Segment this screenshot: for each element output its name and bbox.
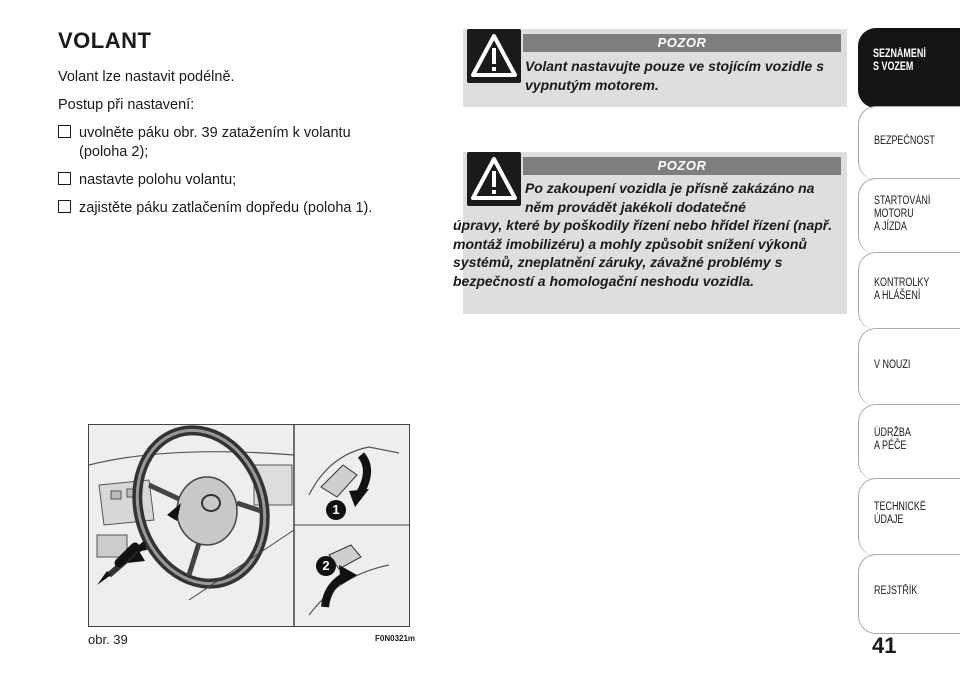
- tab-v-nouzi[interactable]: V NOUZI: [858, 328, 960, 406]
- bullet-item: nastavte polohu volantu;: [58, 171, 379, 190]
- checkbox-bullet-icon: [58, 172, 71, 185]
- tab-technicke-udaje[interactable]: TECHNICKÉ ÚDAJE: [858, 478, 960, 556]
- page-number: 41: [872, 633, 897, 658]
- warning-box: [463, 29, 847, 107]
- checkbox-bullet-icon: [58, 125, 71, 138]
- warning-heading: POZOR: [523, 157, 841, 175]
- checkbox-bullet-icon: [58, 200, 71, 213]
- figure-label: obr. 39: [88, 632, 128, 647]
- chapter-sidebar: [858, 0, 960, 677]
- tab-kontrolky[interactable]: KONTROLKY A HLÁŠENÍ: [858, 252, 960, 330]
- warning-box: [453, 152, 847, 314]
- warning-text: Volant nastavujte pouze ve stojícím vozidle s vypnutým motorem.: [525, 58, 825, 93]
- bullet-item: uvolněte páku obr. 39 zatažením k volantu (poloha 2);: [58, 124, 379, 162]
- procedure-heading: Postup při nastavení:: [58, 97, 195, 113]
- tab-bezpecnost[interactable]: BEZPEČNOST: [858, 106, 960, 180]
- steering-wheel-figure: [88, 424, 410, 627]
- figure-code: F0N0321m: [375, 634, 416, 643]
- intro-paragraph: Volant lze nastavit podélně.: [58, 69, 235, 85]
- section-title: VOLANT: [58, 28, 152, 53]
- warning-text-top: Po zakoupení vozidla je přísně zakázáno na něm provádět jakékoli dodatečné: [525, 180, 815, 215]
- warning-triangle-icon: [467, 152, 521, 206]
- callout-badge: 2: [316, 556, 336, 576]
- bullet-item: zajistěte páku zatlačením dopředu (poloha 1).: [58, 199, 379, 218]
- tab-seznameni[interactable]: SEZNÁMENÍ S VOZEM: [858, 28, 960, 108]
- warning-text-rest: úpravy, které by poškodily řízení nebo hřídel řízení (např. montáž imobilizéru) a mohly způsobit snížení výkonů systémů, zneplatnění záruky, závažné problémy s bezpečností a homologační neshodu vozidla.: [453, 217, 833, 289]
- warning-heading: POZOR: [523, 34, 841, 52]
- tab-startovani[interactable]: STARTOVÁNÍ MOTORU A JÍZDA: [858, 178, 960, 254]
- tab-rejstrik[interactable]: REJSTŘÍK: [858, 554, 960, 634]
- tab-udrzba[interactable]: ÚDRŽBA A PÉČE: [858, 404, 960, 480]
- callout-badge: 1: [326, 500, 346, 520]
- warning-triangle-icon: [467, 29, 521, 83]
